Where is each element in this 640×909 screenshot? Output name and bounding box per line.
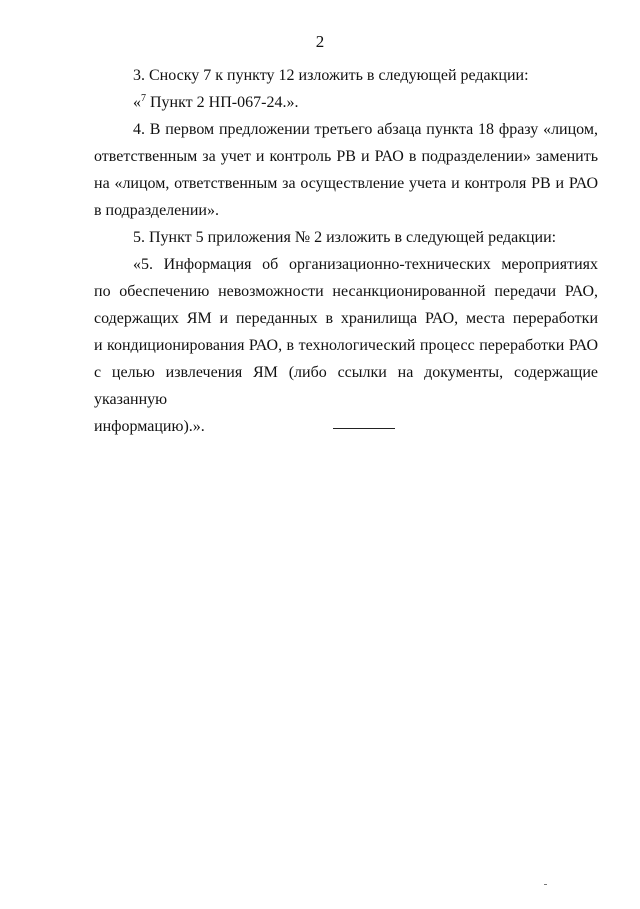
footnote-mark: 7 — [141, 93, 146, 104]
scan-artifact — [544, 884, 547, 885]
text-line: информацию).». — [94, 418, 205, 435]
document-body — [94, 62, 598, 89]
paragraph-item-5 — [94, 224, 598, 251]
text-line: ответственным за учет и контроль РВ и РАО в подразделении» заменить — [94, 148, 598, 165]
text-line: с целью извлечения ЯМ (либо ссылки на документы, содержащие указанную — [94, 364, 598, 408]
text-line: в подразделении». — [94, 202, 219, 219]
text-line: содержащих ЯМ и переданных в хранилища РАО, места переработки — [94, 310, 598, 327]
paragraph-item-4 — [94, 116, 598, 224]
text-line: по обеспечению невозможности несанкционированной передачи РАО, — [94, 283, 598, 300]
paragraph-appendix-edit: 5. Пункт 5 приложения № 2 изложить в следующей редакции: — [133, 229, 557, 246]
page-number: 2 — [315, 32, 325, 51]
end-divider-line — [333, 428, 395, 429]
paragraph-footnote-text — [94, 89, 598, 116]
document-body-quote-1 — [94, 89, 598, 116]
text-line: на «лицом, ответственным за осуществление учета и контроля РВ и РАО — [94, 175, 598, 192]
text-line: «5. Информация об организационно-технических мероприятиях — [133, 256, 598, 273]
paragraph-appendix-quote — [94, 251, 598, 440]
paragraph-footnote-edit: 3. Сноску 7 к пункту 12 изложить в следующей редакции: — [133, 67, 529, 84]
open-quote: « — [133, 94, 141, 111]
text-line: 4. В первом предложении третьего абзаца пункта 18 фразу «лицом, — [133, 121, 598, 138]
text-line: и кондиционирования РАО, в технологический процесс переработки РАО — [94, 337, 598, 354]
footnote-content: Пункт 2 НП-067-24.». — [146, 94, 299, 111]
